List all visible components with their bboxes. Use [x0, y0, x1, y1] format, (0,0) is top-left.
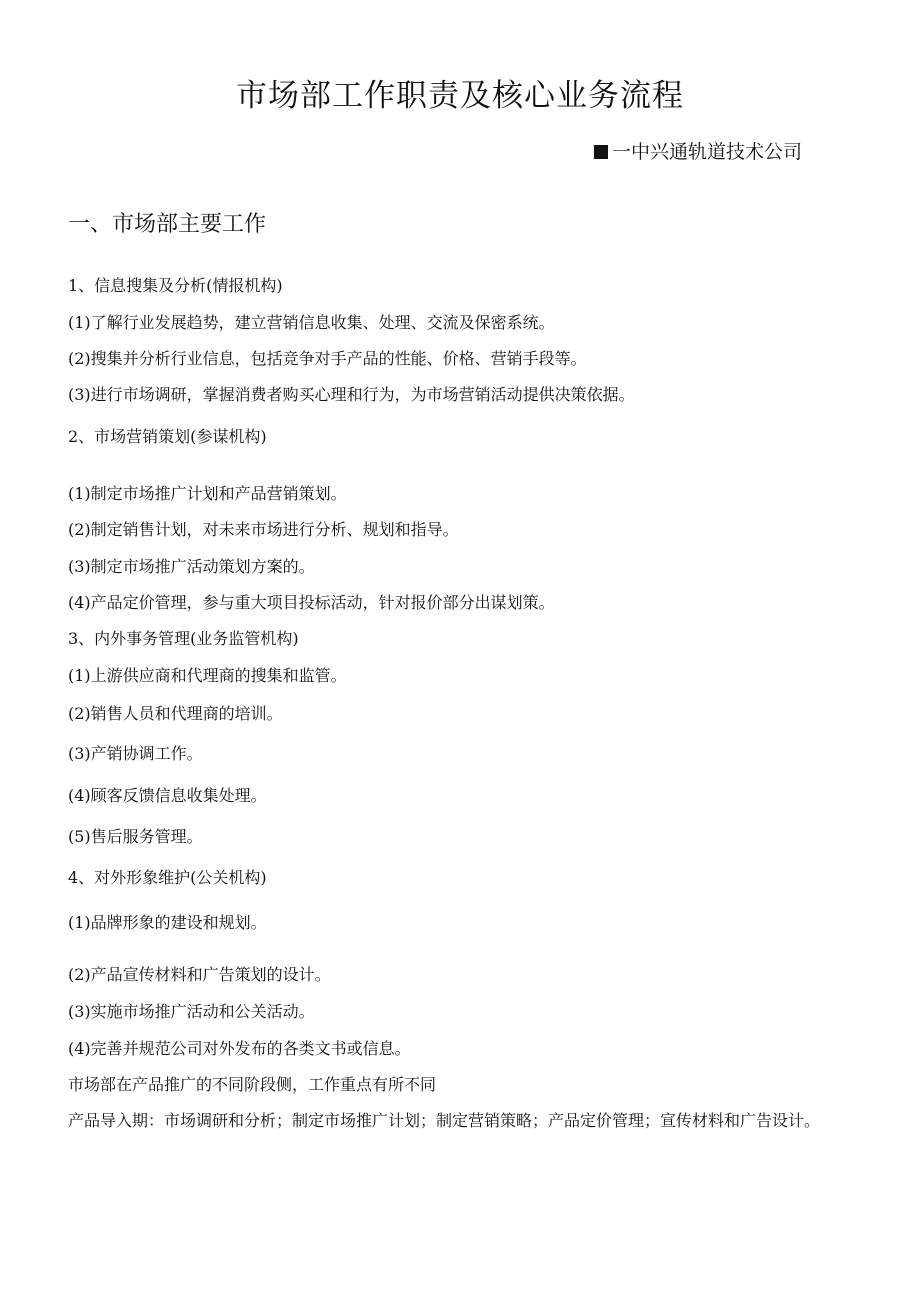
list-item: (2)销售人员和代理商的培训。 [68, 704, 283, 723]
list-item: (3)产销协调工作。 [68, 744, 203, 763]
document-subtitle [594, 137, 802, 167]
list-item: (4)产品定价管理，参与重大项目投标活动，针对报价部分出谋划策。 [68, 593, 555, 612]
list-item: (2)产品宣传材料和广告策划的设计。 [68, 965, 331, 984]
list-item: (1)制定市场推广计划和产品营销策划。 [68, 484, 347, 503]
list-item: (3)实施市场推广活动和公关活动。 [68, 1002, 315, 1021]
list-item: (5)售后服务管理。 [68, 827, 203, 846]
subsection-heading-3: 3、内外事务管理(业务监管机构) [68, 629, 299, 648]
document-title: 市场部工作职责及核心业务流程 [236, 78, 684, 114]
list-item: (1)品牌形象的建设和规划。 [68, 913, 267, 932]
subsection-heading-1: 1、信息搜集及分析(情报机构) [68, 276, 283, 295]
square-bullet-icon [594, 145, 608, 159]
list-item: (4)顾客反馈信息收集处理。 [68, 786, 267, 805]
list-item: (3)进行市场调研，掌握消费者购买心理和行为，为市场营销活动提供决策依据。 [68, 385, 635, 404]
list-item: (3)制定市场推广活动策划方案的。 [68, 557, 315, 576]
body-text: 市场部在产品推广的不同阶段侧，工作重点有所不同 [68, 1075, 437, 1094]
subsection-heading-4: 4、对外形象维护(公关机构) [68, 868, 267, 887]
list-item: (2)搜集并分析行业信息，包括竞争对手产品的性能、价格、营销手段等。 [68, 349, 587, 368]
list-item: (4)完善并规范公司对外发布的各类文书或信息。 [68, 1039, 411, 1058]
section-heading: 一、市场部主要工作 [68, 212, 267, 237]
closing-paragraph: 产品导入期：市场调研和分析；制定市场推广计划；制定营销策略；产品定价管理；宣传材料和广告设计。 [68, 1111, 821, 1130]
company-name: 一中兴通轨道技术公司 [611, 141, 802, 163]
subsection-heading-2: 2、市场营销策划(参谋机构) [68, 427, 267, 446]
list-item: (1)上游供应商和代理商的搜集和监管。 [68, 666, 347, 685]
list-item: (2)制定销售计划，对未来市场进行分析、规划和指导。 [68, 520, 459, 539]
list-item: (1)了解行业发展趋势，建立营销信息收集、处理、交流及保密系统。 [68, 313, 555, 332]
